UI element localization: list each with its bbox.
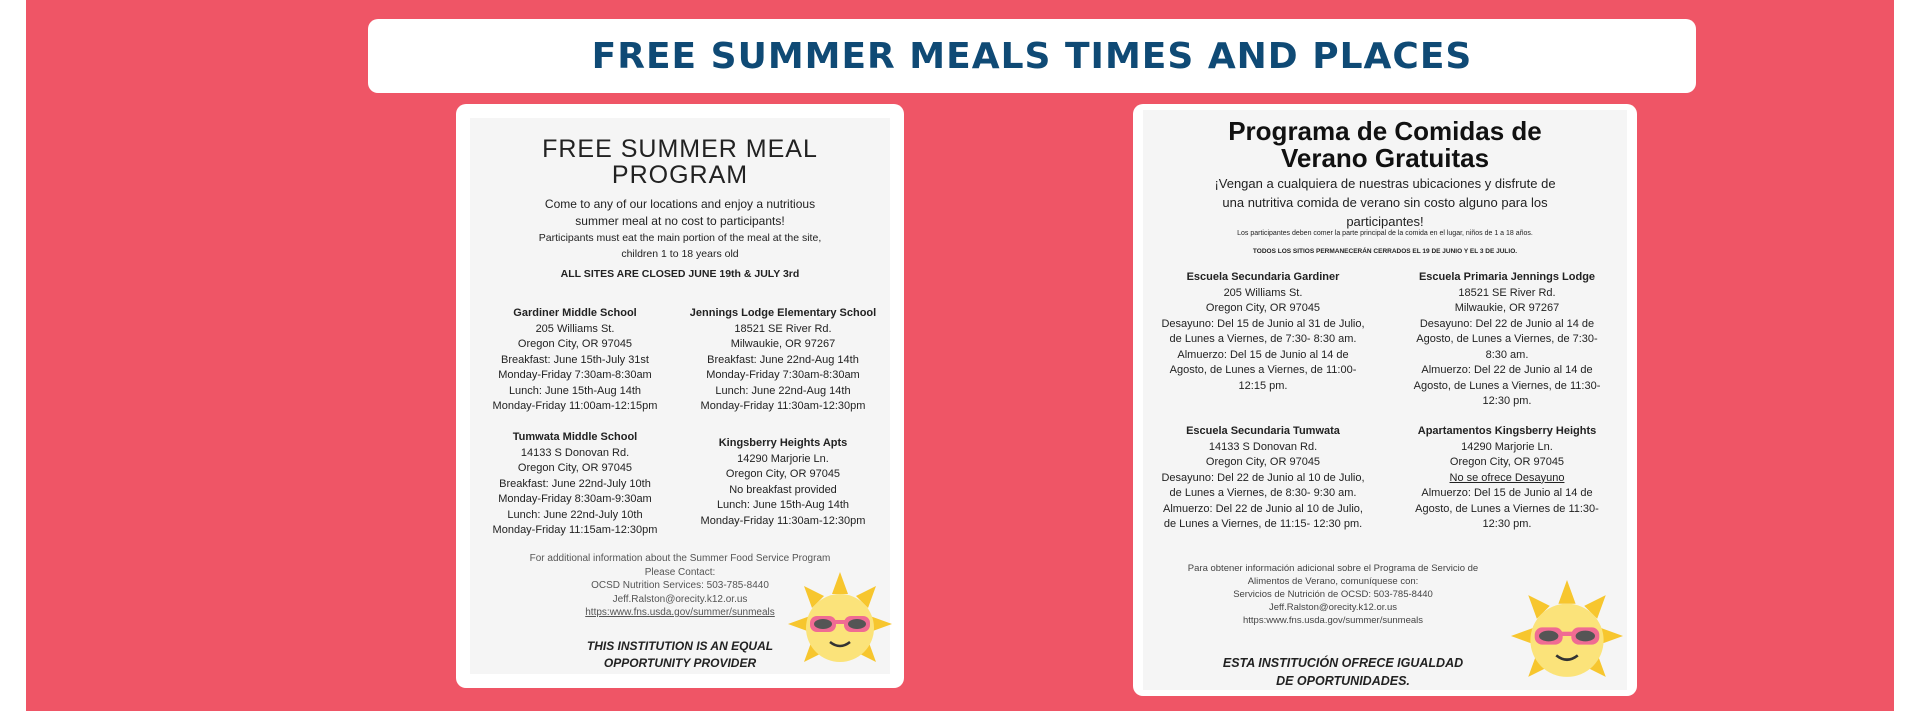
english-note: Participants must eat the main portion of the meal at the site, children 1 to 18 years old bbox=[538, 232, 822, 260]
spanish-closed-notice: TODOS LOS SITIOS PERMANECERÁN CERRADOS EL 19 DE JUNIO Y EL 3 DE JULIO. bbox=[1252, 248, 1518, 255]
sun-sunglasses-icon bbox=[1507, 580, 1627, 692]
banner-title: FREE SUMMER MEALS TIMES AND PLACES bbox=[591, 35, 1473, 77]
english-closed-notice: ALL SITES ARE CLOSED JUNE 19th & JULY 3rd bbox=[560, 268, 800, 280]
site-kingsberry: Kingsberry Heights Apts 14290 Marjorie Ln. Oregon City, OR 97045 No breakfast provided Lunch: June 15th-Aug 14th Monday-Friday 11:30am-12:30pm bbox=[700, 437, 866, 527]
spanish-flyer bbox=[1133, 104, 1637, 696]
sitio-kingsberry: Apartamentos Kingsberry Heights 14290 Marjorie Ln. Oregon City, OR 97045 No se ofrece Desayuno Almuerzo: Del 15 de Junio al 14 de Agosto, de Lunes a Viernes de 11:30- 12:30 pm. bbox=[1415, 425, 1599, 530]
sitio-gardiner: Escuela Secundaria Gardiner 205 Williams St. Oregon City, OR 97045 Desayuno: Del 15 de Junio al 31 de Julio, de Lunes a Viernes, de 7:30- 8:30 am. Almuerzo: Del 15 de Junio al 14 de Agosto, de Lunes a Viernes, de 11:00- 12:15 pm. bbox=[1161, 271, 1365, 392]
english-contact-info: For additional information about the Summer Food Service Program Please Contact: OCSD Nutrition Services: 503-785-8440 Jeff.Ralston@orecity.k12.or.us https:www.fns.usda.gov/summer/sunmeals bbox=[470, 552, 890, 620]
english-intro: Come to any of our locations and enjoy a nutritious summer meal at no cost to participants! bbox=[544, 197, 816, 228]
spanish-intro: ¡Vengan a cualquiera de nuestras ubicaciones y disfrute de una nutritiva comida de verano sin costo alguno para los participantes! bbox=[1214, 176, 1556, 229]
spanish-usda-link[interactable]: https:www.fns.usda.gov/summer/sunmeals bbox=[1242, 615, 1424, 626]
site-tumwata: Tumwata Middle School 14133 S Donovan Rd. Oregon City, OR 97045 Breakfast: June 22nd-July 10th Monday-Friday 8:30am-9:30am Lunch: June 22nd-July 10th Monday-Friday 11:15am-12:30pm bbox=[492, 431, 658, 536]
spanish-equal-opportunity: ESTA INSTITUCIÓN OFRECE IGUALDAD DE OPORTUNIDADES. bbox=[1222, 656, 1464, 688]
english-usda-link[interactable]: https:www.fns.usda.gov/summer/sunmeals bbox=[585, 607, 775, 618]
site-gardiner: Gardiner Middle School 205 Williams St. Oregon City, OR 97045 Breakfast: June 15th-July 31st Monday-Friday 7:30am-8:30am Lunch: June 15th-Aug 14th Monday-Friday 11:00am-12:15pm bbox=[492, 307, 658, 412]
sun-sunglasses-icon bbox=[788, 572, 892, 676]
banner bbox=[368, 19, 1696, 93]
english-flyer bbox=[456, 104, 904, 688]
english-title: FREE SUMMER MEAL PROGRAM bbox=[542, 135, 818, 189]
spanish-flyer-paper bbox=[1143, 110, 1627, 690]
spanish-contact-info: Para obtener información adicional sobre el Programa de Servicio de Alimentos de Verano, comuníquese con: Servicios de Nutrición de OCSD: 503-785-8440 Jeff.Ralston@orecity.k12.or.us https:www.fns.usda.gov/summer/sunmeals bbox=[1173, 562, 1493, 627]
sitio-tumwata: Escuela Secundaria Tumwata 14133 S Donovan Rd. Oregon City, OR 97045 Desayuno: Del 22 de Junio al 10 de Julio, de Lunes a Viernes, de 8:30- 9:30 am. Almuerzo: Del 22 de Junio al 10 de Julio, de Lunes a Viernes, de 11:15- 12:30 pm. bbox=[1161, 425, 1365, 530]
spanish-title: Programa de Comidas de Verano Gratuitas bbox=[1228, 116, 1542, 173]
page-background bbox=[26, 0, 1894, 711]
sitio-jennings-lodge: Escuela Primaria Jennings Lodge 18521 SE River Rd. Milwaukie, OR 97267 Desayuno: Del 22 de Junio al 14 de Agosto, de Lunes a Viernes, de 7:30- 8:30 am. Almuerzo: Del 22 de Junio al 14 de Agosto, de Lunes a Viernes, de 11:30- 12:30 pm. bbox=[1413, 271, 1601, 407]
english-equal-opportunity: THIS INSTITUTION IS AN EQUAL OPPORTUNITY PROVIDER bbox=[586, 639, 774, 670]
site-jennings-lodge: Jennings Lodge Elementary School 18521 SE River Rd. Milwaukie, OR 97267 Breakfast: June 22nd-Aug 14th Monday-Friday 7:30am-8:30am Lunch: June 22nd-Aug 14th Monday-Friday 11:30am-12:30pm bbox=[689, 307, 877, 412]
spanish-note: Los participantes deben comer la parte principal de la comida en el lugar, niños de 1 a 18 años. bbox=[1237, 230, 1533, 237]
english-flyer-paper bbox=[470, 118, 890, 674]
